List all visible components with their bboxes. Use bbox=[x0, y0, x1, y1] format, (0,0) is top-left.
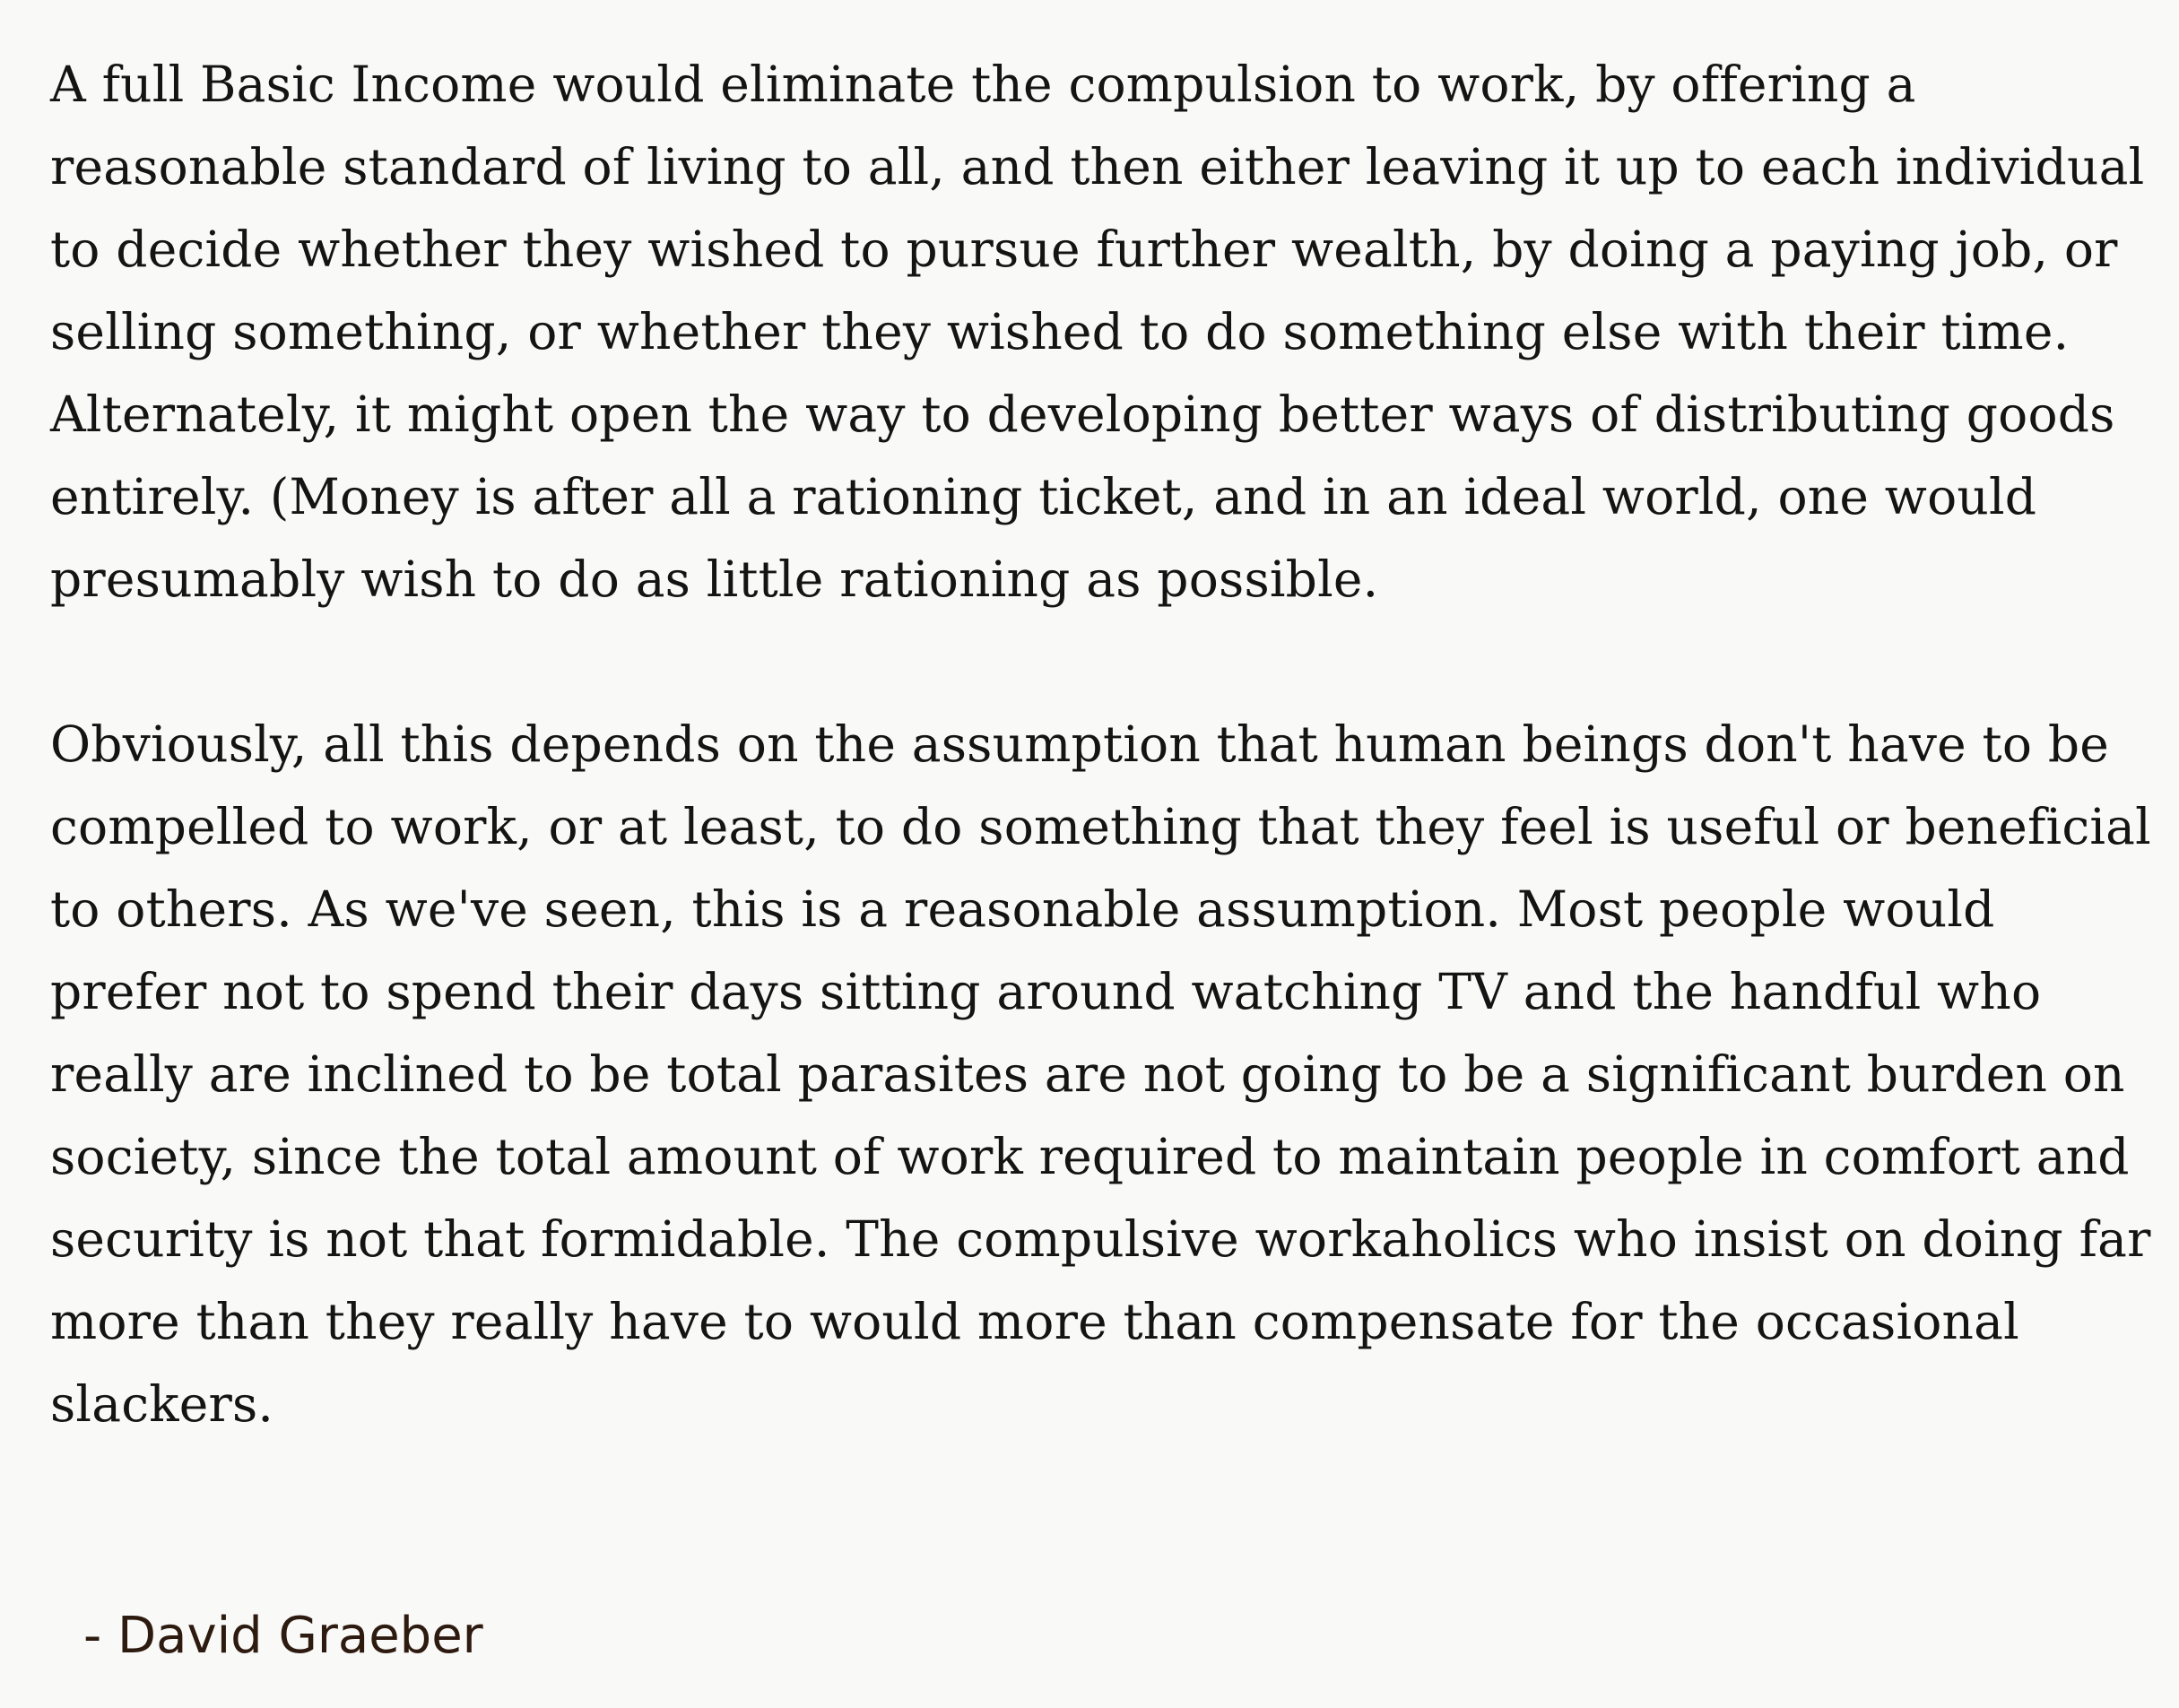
quote-paragraph-1: A full Basic Income would eliminate the compulsion to work, by offering a reasonable standard of living to all, and then either leaving it up to each individual to decide whether they wished to pursue further wealth, by doing a paying job, or selling something, or whether they wished to do something else with their time. Alternately, it might open the way to developing better ways of distributing goods entirely. (Money is after all a rationing ticket, and in an ideal world, one would presumably wish to do as little rationing as possible. bbox=[50, 56, 2145, 608]
quote-attribution: - David Graeber bbox=[83, 1607, 483, 1665]
quote-paragraph-2: Obviously, all this depends on the assumption that human beings don't have to be compelled to work, or at least, to do something that they feel is useful or beneficial to others. As we've seen, this is a reasonable assumption. Most people would prefer not to spend their days sitting around watching TV and the handful who really are inclined to be total parasites are not going to be a significant burden on society, since the total amount of work required to maintain people in comfort and security is not that formidable. The compulsive workaholics who insist on doing far more than they really have to would more than compensate for the occasional slackers. bbox=[50, 715, 2151, 1433]
quote-body bbox=[50, 43, 2166, 1445]
